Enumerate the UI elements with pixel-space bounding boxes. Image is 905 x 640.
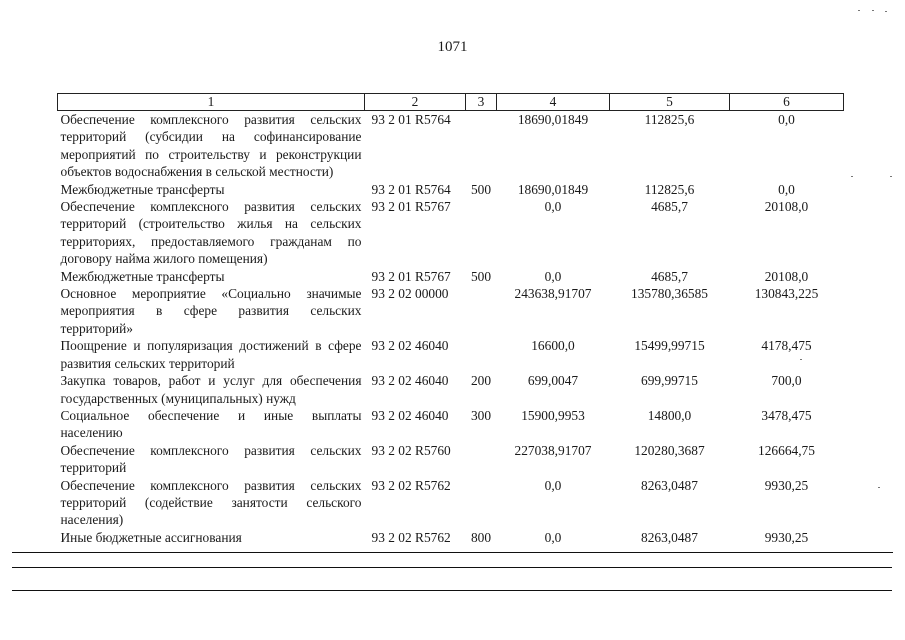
table-row [58,372,844,407]
row-value-6: 9930,25 [764,529,809,545]
column-header-1: 1 [58,94,365,111]
page-number: 1071 [437,39,468,55]
table-row [58,181,844,198]
row-value-6: 4178,475 [761,338,812,354]
row-group [466,442,497,477]
row-group [466,111,497,181]
scan-speck [878,487,880,488]
table-row [58,111,844,181]
row-value-5: 699,99715 [641,373,698,389]
table-body [58,111,844,547]
row-value-6: 20108,0 [764,199,809,215]
row-value-5: 4685,7 [651,199,688,215]
row-code: 93 2 02 46040 [371,338,449,354]
row-value-5: 4685,7 [651,268,688,284]
row-group: 300 [470,407,492,423]
column-header-6: 6 [730,94,844,111]
row-value-4: 243638,91707 [514,286,592,302]
row-code: 93 2 01 R5764 [371,112,451,127]
row-value-6: 3478,475 [761,407,812,423]
row-value-5: 112825,6 [644,112,695,127]
row-group [466,477,497,529]
row-value-5: 8263,0487 [641,529,698,545]
scan-speck [872,10,874,11]
row-code: 93 2 02 46040 [371,407,449,423]
strike-line [12,552,893,553]
row-value-6: 130843,225 [754,286,819,302]
row-value-6: 700,0 [771,373,802,389]
row-value-4: 0,0 [544,268,562,284]
budget-table [57,93,844,546]
row-value-5: 8263,0487 [641,477,698,493]
row-value-4: 0,0 [544,477,562,493]
row-group: 500 [470,181,492,197]
row-value-5: 135780,36585 [631,286,708,302]
row-value-6: 9930,25 [764,477,809,493]
row-value-5: 120280,3687 [634,442,705,458]
row-code: 93 2 02 00000 [371,286,449,302]
scan-speck [890,176,892,177]
row-name: Поощрение и популяризация достижений в сфере развития сельских территорий [60,338,362,371]
row-value-6: 126664,75 [758,442,815,458]
scan-speck [800,359,802,360]
column-header-4: 4 [497,94,610,111]
table-header [58,94,844,111]
row-value-4: 0,0 [544,529,562,545]
table-row [58,337,844,372]
row-name: Обеспечение комплексного развития сельских территорий [60,442,362,476]
row-value-4: 699,0047 [527,373,579,389]
column-header-5: 5 [610,94,730,111]
row-group [466,198,497,268]
row-name: Межбюджетные трансферты [60,268,225,284]
row-code: 93 2 02 R5762 [371,529,451,545]
row-value-5: 14800,0 [647,407,692,423]
row-value-5: 15499,99715 [634,338,705,354]
row-value-5: 112825,6 [644,181,695,197]
scan-speck [851,176,853,177]
row-name: Межбюджетные трансферты [60,181,225,197]
row-name: Основное мероприятие «Социально значимые мероприятия в сфере развития сельских территорий» [60,286,362,336]
scan-speck [885,11,887,12]
table-row [58,198,844,268]
table-row [58,529,844,546]
row-group [466,337,497,372]
row-code: 93 2 01 R5764 [371,181,451,197]
row-name: Обеспечение комплексного развития сельских территорий (субсидии на софинансирование мероприятий по строительству и реконструкции объектов водоснабжения в сельской местности) [60,112,362,180]
row-group: 200 [470,373,492,389]
scan-speck [858,10,860,11]
column-header-3: 3 [466,94,497,111]
strike-line [12,567,892,568]
row-code: 93 2 02 R5762 [371,477,451,493]
row-group: 500 [470,268,492,284]
row-name: Обеспечение комплексного развития сельских территорий (содействие занятости сельского населения) [60,477,362,528]
row-value-4: 0,0 [544,199,562,215]
row-name: Социальное обеспечение и иные выплаты населению [60,407,362,441]
row-value-6: 20108,0 [764,268,809,284]
column-header-2: 2 [365,94,466,111]
row-code: 93 2 02 46040 [371,373,449,389]
row-code: 93 2 01 R5767 [371,199,451,215]
row-value-4: 16600,0 [531,338,575,354]
row-value-4: 227038,91707 [514,442,592,458]
row-name: Закупка товаров, работ и услуг для обеспечения государственных (муниципальных) нужд [60,373,362,406]
strike-line [12,590,892,591]
row-value-4: 15900,9953 [521,407,585,423]
table-row [58,442,844,477]
row-value-6: 0,0 [778,112,795,127]
row-value-4: 18690,01849 [517,181,589,197]
row-name: Иные бюджетные ассигнования [60,529,242,545]
row-code: 93 2 01 R5767 [371,268,451,284]
table-row [58,268,844,285]
row-group: 800 [470,529,492,545]
header-row [58,94,844,111]
row-value-4: 18690,01849 [517,112,589,127]
table-row [58,407,844,442]
row-value-6: 0,0 [778,181,795,197]
row-code: 93 2 02 R5760 [371,442,451,458]
row-group [466,285,497,337]
table-row [58,477,844,529]
table-row [58,285,844,337]
row-name: Обеспечение комплексного развития сельских территорий (строительство жилья на сельских территориях, предоставляемого гражданам по договору найма жилого помещения) [60,199,362,267]
